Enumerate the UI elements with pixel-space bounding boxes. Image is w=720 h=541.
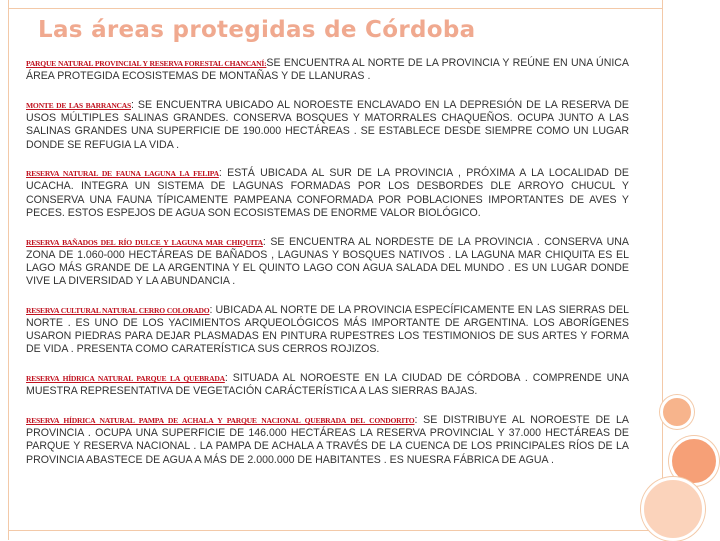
- section-heading: RESERVA HÍDRICA NATURAL PAMPA DE ACHALA Y PARQUE NACIONAL QUEBRADA DEL CONDORITO: [26, 416, 415, 426]
- section-pampa-achala: [26, 414, 629, 467]
- frame-bottom-line: [8, 530, 663, 531]
- section-text: : SE ENCUENTRA AL NORDESTE DE LA PROVINCIA . CONSERVA UNA ZONA DE 1.060-000 HECTÁREAS DE BAÑADOS , LAGUNAS Y BOSQUES NATIVOS . LA LAGUNA MAR CHIQUITA ES EL LAGO MÁS GRANDE DE LA ARGENTINA Y EL QUINTO LAGO CON AGUA SALADA DEL MUNDO . ES UN LUGAR DONDE VIVE LA DIVERSIDAD Y LA ABUNDANCIA .: [26, 235, 629, 288]
- section-mar-chiquita: [26, 236, 629, 289]
- section-text: : SE ENCUENTRA UBICADO AL NOROESTE ENCLAVADO EN LA DEPRESIÓN DE LA RESERVA DE USOS MÚLTIPLES SALINAS GRANDES. CONSERVA BOSQUES Y MATORRALES CHAQUEÑOS. OCUPA JUNTO A LAS SALINAS GRANDES UNA SUPERFICIE DE 190.000 HECTÁREAS . SE ESTABLECE DESDE SIEMPRE COMO UN LUGAR DONDE SE REFUGIA LA VIDA .: [26, 98, 629, 151]
- section-heading: PARQUE NATURAL PROVINCIAL Y RESERVA FORESTAL CHANCANÍ:: [26, 59, 267, 68]
- section-text: : UBICADA AL NORTE DE LA PROVINCIA ESPECÍFICAMENTE EN LAS SIERRAS DEL NORTE . ES UNO DE LOS YACIMIENTOS ARQUEOLÓGICOS MÁS IMPORTANTE DE ARGENTINA. LOS ABORÍGENES USARON PIEDRAS PARA DEJAR PLASMADAS EN PINTURA RUPESTRES LOS TESTIMONIOS DE SUS ARTES Y FORMA DE VIDA . PRESENTA COMO CARATERÍSTICA SUS CERROS ROJIZOS.: [26, 303, 629, 356]
- frame-top-line: [8, 8, 663, 9]
- section-heading: RESERVA NATURAL DE FAUNA LAGUNA LA FELIPA: [26, 169, 219, 179]
- section-heading: RESERVA BAÑADOS DEL RÍO DULCE Y LAGUNA MAR CHIQUITA: [26, 237, 263, 247]
- section-monte-barrancas: [26, 99, 629, 152]
- section-heading: RESERVA HÍDRICA NATURAL PARQUE LA QUEBRADA: [26, 374, 225, 384]
- section-heading: MONTE DE LAS BARRANCAS: [26, 100, 131, 110]
- slide-title: Las áreas protegidas de Córdoba: [38, 17, 476, 43]
- slide-content: [26, 57, 629, 482]
- frame-right-line: [662, 0, 663, 540]
- section-chancani: [26, 57, 629, 83]
- section-text: : SITUADA AL NOROESTE EN LA CIUDAD DE CÓRDOBA . COMPRENDE UNA MUESTRA REPRESENTATIVA DE VEGETACIÓN CARÁCTERÍSTICA A LAS SIERRAS BAJAS.: [26, 372, 629, 398]
- decor-circle-large: [641, 477, 705, 541]
- frame-left-line: [8, 0, 9, 540]
- section-la-quebrada: [26, 372, 629, 398]
- decor-circle-small: [660, 395, 694, 429]
- section-cerro-colorado: [26, 304, 629, 357]
- section-text: SE ENCUENTRA AL NORTE DE LA PROVINCIA Y REÚNE EN UNA ÚNICA ÁREA PROTEGIDA ECOSISTEMAS DE MONTAÑAS Y DE LLANURAS .: [26, 57, 629, 83]
- section-laguna-la-felipa: [26, 167, 629, 220]
- section-text: : SE DISTRIBUYE AL NOROESTE DE LA PROVINCIA . OCUPA UNA SUPERFICIE DE 146.000 HECTÁREAS LA RESERVA PROVINCIAL Y 37.000 HECTÁREAS DE PARQUE Y RESERVA NACIONAL . LA PAMPA DE ACHALA A TRAVÉS DE LA CUENCA DE LOS PRINCIPALES RÍOS DE LA PROVINCIA ABASTECE DE AGUA A MÁS DE 2.000.000 DE HABITANTES . ES NUESRA FÁBRICA DE AGUA .: [26, 414, 629, 466]
- section-heading: RESERVA CULTURAL NATURAL CERRO COLORADO: [26, 305, 210, 315]
- section-text: : ESTÁ UBICADA AL SUR DE LA PROVINCIA , PRÓXIMA A LA LOCALIDAD DE UCACHA. INTEGRA UN SISTEMA DE LAGUNAS FORMADAS POR LOS DESBORDES DLE ARROYO CHUCUL Y CONSERVA UNA FAUNA TÍPICAMENTE PAMPEANA CONFORMADA POR POBLACIONES IMPORTANTES DE AVES Y PECES. ESTOS ESPEJOS DE AGUA SON ECOSISTEMAS DE ENORME VALOR BIOLÓGICO.: [26, 167, 629, 219]
